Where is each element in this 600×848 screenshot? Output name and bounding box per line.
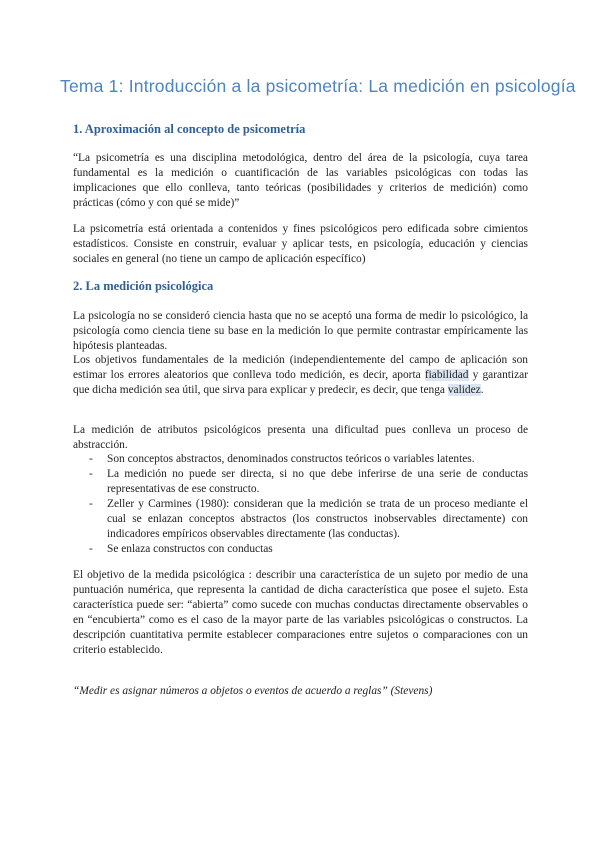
bullet-text: Zeller y Carmines (1980): consideran que la medición se trata de un proceso mediante el cual se enlazan conceptos abstractos (los constructos inobservables directamente) con indicadores empíricos observables directamente (las conductas).	[107, 498, 528, 540]
section-2-objectives-paragraph	[73, 353, 528, 398]
bullet-dash: -	[89, 468, 93, 480]
bullet-item	[73, 452, 528, 467]
bullet-item	[73, 467, 528, 497]
section-2-heading: 2. La medición psicológica	[73, 279, 214, 293]
stevens-quote: “Medir es asignar números a objetos o eventos de acuerdo a reglas” (Stevens)	[73, 685, 433, 697]
bullet-item	[73, 542, 528, 557]
section-2-objective-paragraph: El objetivo de la medida psicológica : describir una característica de un sujeto por medio de una puntuación numérica, que representa la cantidad de dicha característica que posee el sujeto. Esta característica puede ser: “abierta” como sucede con muchas conductas directamente observables o en “encubierta” como es el caso de la mayor parte de las variables psicológicas o constructos. La descripción cuantitativa permite establecer comparaciones entre sujetos o comparaciones con un criterio establecido.	[73, 569, 528, 656]
highlight-fiabilidad: fiabilidad	[424, 369, 469, 381]
objectives-text-start: Los objetivos fundamentales de la medición (independientemente del campo de aplicación son estimar los errores aleatorios que conlleva todo medición, es decir, aporta	[73, 354, 528, 381]
bullet-dash: -	[89, 498, 93, 510]
document-title: Tema 1: Introducción a la psicometría: La medición en psicología	[60, 76, 576, 96]
section-2-intro-paragraph: La psicología no se consideró ciencia hasta que no se aceptó una forma de medir lo psicológico, la psicología como ciencia tiene su base en la medición lo que permite contrastar empíricamente las hipótesis planteadas.	[73, 310, 528, 352]
section-1-orientation-paragraph: La psicometría está orientada a contenidos y fines psicológicos pero edificada sobre cimientos estadísticos. Consiste en construir, evaluar y aplicar tests, en psicología, educación y ciencias sociales en general (no tiene un campo de aplicación específico)	[73, 223, 528, 265]
bullet-item	[73, 497, 528, 542]
bullet-dash: -	[89, 453, 93, 465]
bullet-dash: -	[89, 543, 93, 555]
abstraction-bullet-list	[73, 452, 528, 557]
bullet-text: La medición no puede ser directa, si no que debe inferirse de una serie de conductas representativas de ese constructo.	[107, 468, 528, 495]
bullet-text: Se enlaza constructos con conductas	[107, 543, 273, 555]
bullet-text: Son conceptos abstractos, denominados constructos teóricos o variables latentes.	[107, 453, 475, 465]
section-2-abstraction-paragraph: La medición de atributos psicológicos presenta una dificultad pues conlleva un proceso de abstracción.	[73, 424, 528, 451]
section-1-definition-paragraph: “La psicometría es una disciplina metodológica, dentro del área de la psicología, cuya tarea fundamental es la medición o cuantificación de las variables psicológicas con todas las implicaciones que ello conlleva, tanto teóricas (posibilidades y criterios de medición) como prácticas (cómo y con qué se mide)”	[73, 152, 528, 209]
objectives-text-end: .	[480, 384, 484, 396]
highlight-validez: validez	[447, 384, 481, 396]
section-1-heading: 1. Aproximación al concepto de psicometría	[73, 122, 306, 136]
objectives-text-middle: y garantizar que dicha medición sea útil, que sirva para explicar y predecir, es decir, que tenga	[73, 369, 528, 396]
